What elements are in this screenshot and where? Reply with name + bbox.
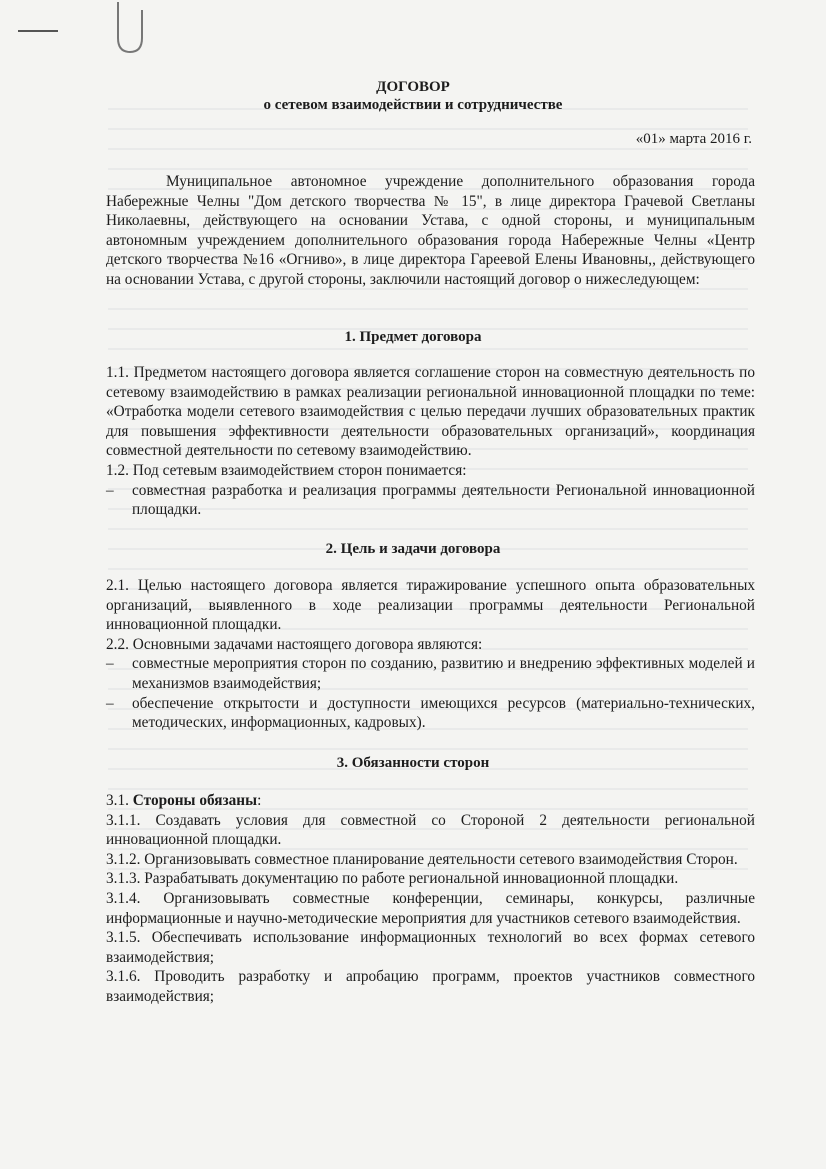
intro-block xyxy=(106,172,755,290)
clause-3-1-5: 3.1.5. Обеспечивать использование информационных технологий во всех формах сетевого взаимодействия; xyxy=(106,929,755,966)
list-item: – обеспечение открытости и доступности имеющихся ресурсов (материально-технических, методических, информационных, кадровых). xyxy=(106,694,755,733)
document-subtitle: о сетевом взаимодействии и сотрудничестве xyxy=(263,97,563,113)
document-title: ДОГОВОР xyxy=(376,79,450,95)
clause-3-1-4: 3.1.4. Организовывать совместные конференции, семинары, конкурсы, различные информационные и научно-методические мероприятия для участников сетевого взаимодействия. xyxy=(106,889,755,927)
clause-1-1: 1.1. Предметом настоящего договора является соглашение сторон на совместную деятельность по сетевому взаимодействию в рамках реализации региональной инновационной площадки по теме: «Отработка модели сетевого взаимодействия с целью передачи лучших образовательных практик для повышения эффективности деятельности образовательных организаций», координация совместной деятельности по сетевому взаимодействию. xyxy=(106,364,755,460)
section-1-heading: 1. Предмет договора xyxy=(344,329,482,345)
section-2-body xyxy=(106,576,755,733)
section-2-heading: 2. Цель и задачи договора xyxy=(325,541,501,557)
clause-2-2: 2.2. Основными задачами настоящего договора являются: xyxy=(106,635,483,653)
clause-3-1-2: 3.1.2. Организовывать совместное планирование деятельности сетевого взаимодействия Сторон. xyxy=(106,850,738,868)
clause-3-1-3: 3.1.3. Разрабатывать документацию по работе региональной инновационной площадки. xyxy=(106,870,679,888)
section-3-body xyxy=(106,791,755,1007)
intro-paragraph: Муниципальное автономное учреждение дополнительного образования города Набережные Челны "Дом детского творчества № 15", в лице директора Грачевой Светланы Николаевны, действующего на основании Устава, с одной стороны, и муниципальным автономным учреждением дополнительного образования города Набережные Челны «Центр детского творчества №16 «Огниво», в лице директора Гареевой Елены Ивановны,, действующего на основании Устава, с другой стороны, заключили настоящий договор о нижеследующем: xyxy=(106,173,755,288)
clause-1-2: 1.2. Под сетевым взаимодействием сторон понимается: xyxy=(106,461,467,479)
clause-3-1-6: 3.1.6. Проводить разработку и апробацию программ, проектов участников совместного взаимодействия; xyxy=(106,968,755,1005)
clause-2-1: 2.1. Целью настоящего договора является тиражирование успешного опыта образовательных организаций, выявленного в ходе реализации программы деятельности Региональной инновационной площадки. xyxy=(106,577,755,634)
list-item: – совместные мероприятия сторон по созданию, развитию и внедрению эффективных моделей и механизмов взаимодействия; xyxy=(106,654,755,693)
clause-3-1-1: 3.1.1. Создавать условия для совместной со Стороной 2 деятельности региональной инновационной площадки. xyxy=(106,811,755,849)
section-3-heading: 3. Обязанности сторон xyxy=(336,755,490,771)
document-date: «01» марта 2016 г. xyxy=(635,131,752,147)
list-item: – совместная разработка и реализация программы деятельности Региональной инновационной площадки. xyxy=(106,481,755,520)
clause-3-1: 3.1. Стороны обязаны: xyxy=(106,792,262,809)
paperclip-icon xyxy=(112,0,152,60)
section-1-body xyxy=(106,363,755,520)
pen-mark xyxy=(18,30,58,32)
